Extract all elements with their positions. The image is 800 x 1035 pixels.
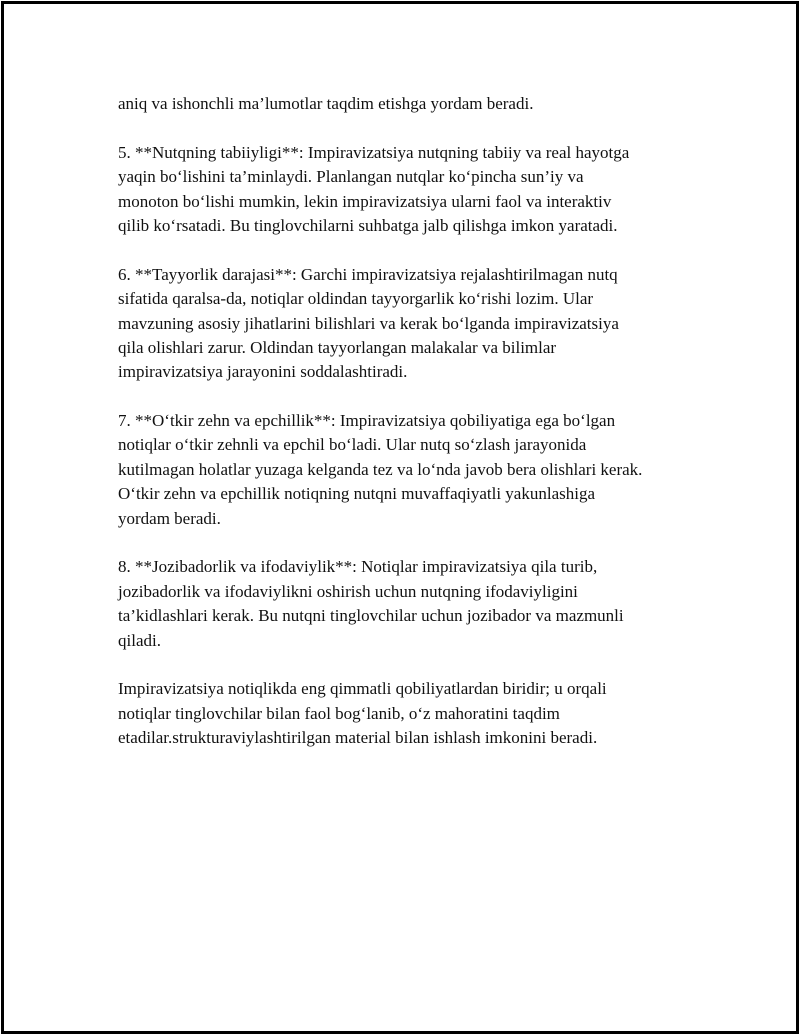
document-body: [118, 92, 642, 775]
text-line: ta’kidlashlari kerak. Bu nutqni tinglovchilar uchun jozibador va mazmunli: [118, 606, 624, 626]
text-line: qila olishlari zarur. Oldindan tayyorlangan malakalar va bilimlar: [118, 337, 557, 357]
text-line: monoton bo‘lishi mumkin, lekin impiravizatsiya ularni faol va interaktiv: [118, 191, 612, 211]
text-line: 6. **Tayyorlik darajasi**: Garchi impiravizatsiya rejalashtirilmagan nutq: [118, 264, 618, 284]
text-line: yordam beradi.: [118, 508, 221, 528]
text-line: 8. **Jozibadorlik va ifodaviylik**: Notiqlar impiravizatsiya qila turib,: [118, 557, 598, 577]
paragraph-item-6: [118, 263, 642, 385]
text-line: aniq va ishonchli ma’lumotlar taqdim etishga yordam beradi.: [118, 94, 534, 113]
text-line: qiladi.: [118, 630, 161, 650]
text-line: etadilar.strukturaviylashtirilgan material bilan ishlash imkonini beradi.: [118, 728, 598, 748]
paragraph-item-8: [118, 555, 642, 653]
text-line: sifatida qaralsa-da, notiqlar oldindan tayyorgarlik ko‘rishi lozim. Ular: [118, 289, 594, 309]
text-line: O‘tkir zehn va epchillik notiqning nutqni muvaffaqiyatli yakunlashiga: [118, 484, 595, 504]
text-line: qilib ko‘rsatadi. Bu tinglovchilarni suhbatga jalb qilishga imkon yaratadi.: [118, 215, 618, 235]
paragraph-conclusion: [118, 677, 642, 750]
text-line: 5. **Nutqning tabiiyligi**: Impiravizatsiya nutqning tabiiy va real hayotga: [118, 142, 630, 162]
text-line: Impiravizatsiya notiqlikda eng qimmatli qobiliyatlardan biridir; u orqali: [118, 679, 607, 699]
text-line: kutilmagan holatlar yuzaga kelganda tez va lo‘nda javob bera olishlari kerak.: [118, 459, 643, 479]
text-line: notiqlar o‘tkir zehnli va epchil bo‘ladi. Ular nutq so‘zlash jarayonida: [118, 435, 587, 455]
text-line: mavzuning asosiy jihatlarini bilishlari va kerak bo‘lganda impiravizatsiya: [118, 313, 619, 333]
paragraph-item-7: [118, 409, 642, 531]
paragraph-continuation: [118, 92, 642, 116]
text-line: jozibadorlik va ifodaviylikni oshirish uchun nutqning ifodaviyligini: [118, 581, 578, 601]
text-line: notiqlar tinglovchilar bilan faol bog‘lanib, o‘z mahoratini taqdim: [118, 703, 560, 723]
text-line: impiravizatsiya jarayonini soddalashtiradi.: [118, 362, 408, 382]
text-line: 7. **O‘tkir zehn va epchillik**: Impiravizatsiya qobiliyatiga ega bo‘lgan: [118, 411, 616, 431]
text-line: yaqin bo‘lishini ta’minlaydi. Planlangan nutqlar ko‘pincha sun’iy va: [118, 167, 584, 187]
paragraph-item-5: [118, 141, 642, 239]
